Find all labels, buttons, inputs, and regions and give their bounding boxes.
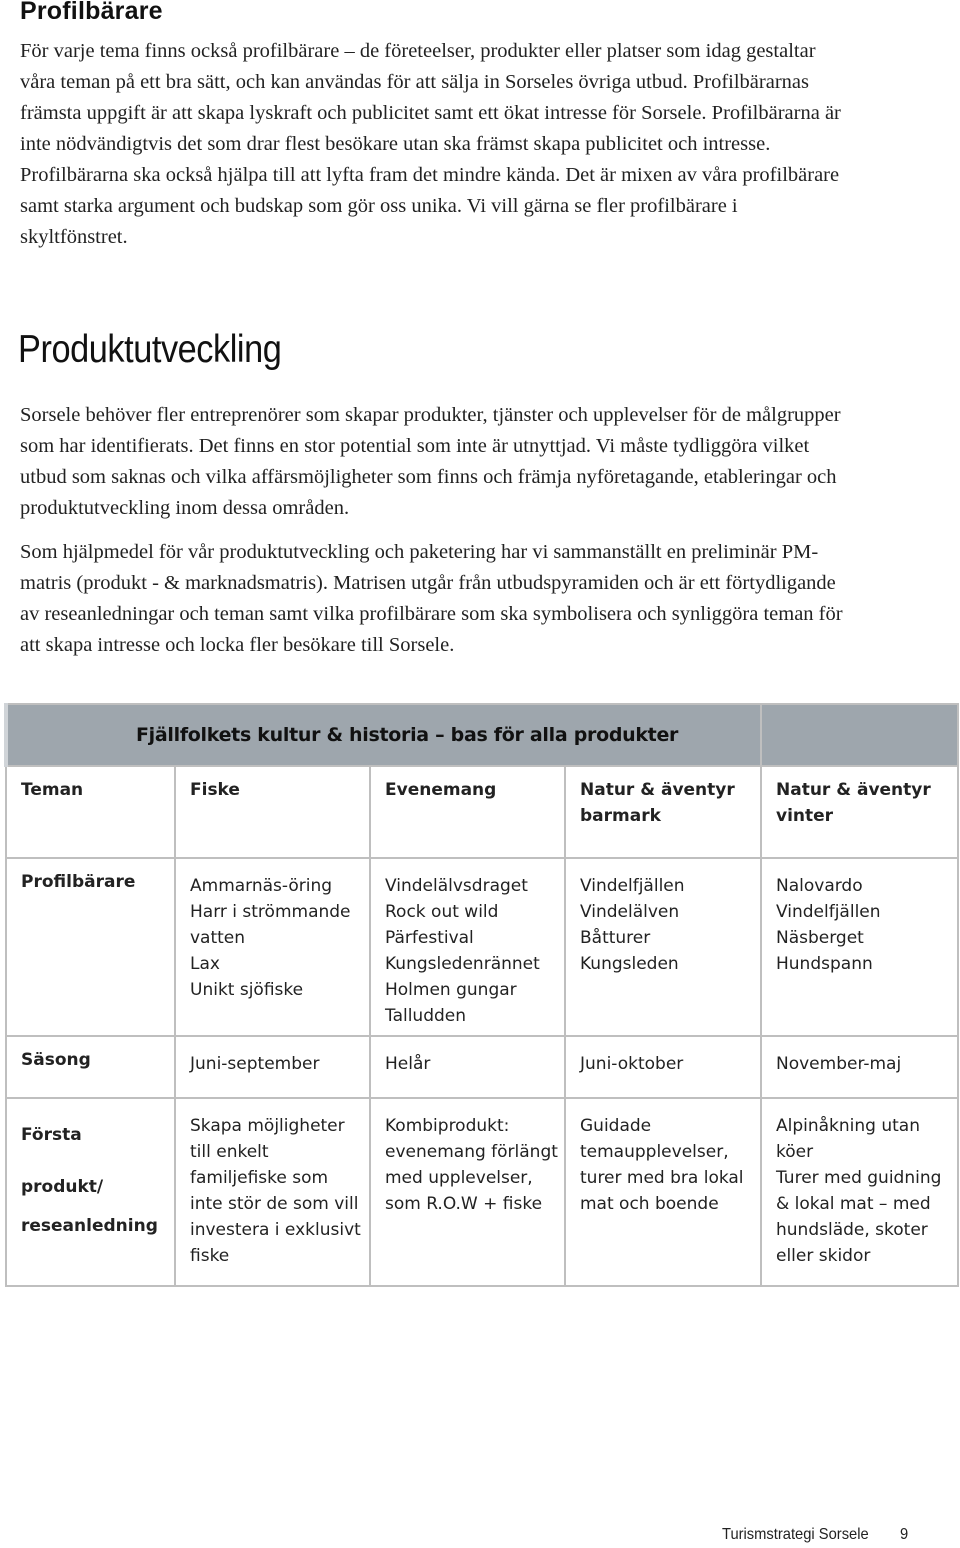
cell-line: köer xyxy=(776,1142,814,1162)
theme-header-line: Fiske xyxy=(190,780,240,800)
cell-forsta-produkt-fiske xyxy=(175,1098,370,1286)
cell-line: temaupplevelser, xyxy=(580,1142,729,1162)
produktutveckling-paragraph-1: Sorsele behöver fler entreprenörer som skapar produkter, tjänster och upplevelser för de målgrupper som har identifierats. Det finns en stor potential som inte är utnyttjad. Vi måste tydliggöra vilket utbud som saknas och vilka affärsmöjligheter som finns och främja nyföretagande, etableringar och produktutveckling inom dessa områden. xyxy=(20,404,841,519)
cell-line: Juni-september xyxy=(190,1054,320,1074)
row-label-line: reseanledning xyxy=(21,1216,158,1236)
section-title-produktutveckling: Produktutveckling xyxy=(18,328,282,371)
cell-profilbarare-natur-vinter xyxy=(761,858,958,1036)
cell-line: November-maj xyxy=(776,1054,902,1074)
cell-forsta-produkt-natur-vinter xyxy=(761,1098,958,1286)
cell-forsta-produkt-natur-barmark xyxy=(565,1098,761,1286)
cell-line: Turer med guidning xyxy=(776,1168,942,1188)
cell-line: Vindelfjällen xyxy=(776,902,881,922)
cell-line: Kombiprodukt: xyxy=(385,1116,510,1136)
pm-matrix-table xyxy=(4,703,959,1287)
cell-line: mat och boende xyxy=(580,1194,719,1214)
cell-line: Lax xyxy=(190,954,220,974)
cell-line: eller skidor xyxy=(776,1246,871,1266)
cell-line: turer med bra lokal xyxy=(580,1168,744,1188)
cell-line: Talludden xyxy=(385,1006,467,1026)
matrix-banner xyxy=(6,704,761,766)
cell-forsta-produkt-evenemang xyxy=(370,1098,565,1286)
matrix-header-label: Teman xyxy=(6,766,175,858)
matrix-row-sasong xyxy=(6,1036,958,1098)
matrix-banner-text: Fjällfolkets kultur & historia – bas för alla produkter xyxy=(136,724,679,746)
row-label-line: Säsong xyxy=(21,1050,91,1070)
row-label-line: Första produkt/ xyxy=(21,1125,104,1197)
cell-line: Rock out wild xyxy=(385,902,499,922)
matrix-row-forsta-produkt xyxy=(6,1098,958,1286)
cell-line: Vindelälvsdraget xyxy=(385,876,528,896)
matrix-banner-row xyxy=(6,704,958,766)
cell-line: vatten xyxy=(190,928,246,948)
cell-line: & lokal mat – med xyxy=(776,1194,931,1214)
cell-line: Guidade xyxy=(580,1116,652,1136)
cell-line: Näsberget xyxy=(776,928,864,948)
cell-line: till enkelt xyxy=(190,1142,269,1162)
cell-line: Pärfestival xyxy=(385,928,474,948)
cell-line: Holmen gungar xyxy=(385,980,517,1000)
matrix-banner-empty-cell xyxy=(761,704,958,766)
cell-line: fiske xyxy=(190,1246,230,1266)
cell-line: Vindelälven xyxy=(580,902,680,922)
cell-line: Ammarnäs-öring xyxy=(190,876,333,896)
theme-header-natur-barmark xyxy=(565,766,761,858)
section-title-profilbarare: Profilbärare xyxy=(20,0,163,25)
cell-line: evenemang förlängt xyxy=(385,1142,558,1162)
theme-header-line: Natur & äventyr xyxy=(580,780,735,800)
cell-line: inte stör de som vill xyxy=(190,1194,359,1214)
cell-line: Kungsledenrännet xyxy=(385,954,540,974)
cell-line: Harr i strömmande xyxy=(190,902,351,922)
cell-sasong-natur-vinter xyxy=(761,1036,958,1098)
produktutveckling-paragraph-2: Som hjälpmedel för vår produktutveckling och paketering har vi sammanställt en preliminär PM-matris (produkt - & marknadsmatris). Matrisen utgår från utbudspyramiden och är ett förtydligande av reseanledningar och teman samt vilka profilbärare som ska symbolisera och synliggöra teman för att skapa intresse och locka fler besökare till Sorsele. xyxy=(20,541,843,656)
cell-line: Unikt sjöfiske xyxy=(190,980,304,1000)
cell-line: Skapa möjligheter xyxy=(190,1116,345,1136)
cell-line: Kungsleden xyxy=(580,954,679,974)
page-footer xyxy=(722,1526,908,1544)
cell-line: Hundspann xyxy=(776,954,873,974)
cell-sasong-fiske xyxy=(175,1036,370,1098)
row-label-line: Profilbärare xyxy=(21,872,136,892)
cell-line: investera i exklusivt xyxy=(190,1220,361,1240)
cell-line: hundsläde, skoter xyxy=(776,1220,928,1240)
profilbarare-paragraph: För varje tema finns också profilbärare – de företeelser, produkter eller platser som idag gestaltar våra teman på ett bra sätt, och kan användas för att sälja in Sorseles övriga utbud. Profilbärarnas främsta uppgift är att skapa lyskraft och publicitet samt ett ökat intresse för Sorsele. Profilbärarna är inte nödvändigtvis det som drar flest besökare utan ska främst skapa publicitet och intresse. Profilbärarna ska också hjälpa till att lyfta fram det mindre kända. Det är mixen av våra profilbärare samt starka argument och budskap som gör oss unika. Vi vill gärna se fler profilbärare i skyltfönstret. xyxy=(20,40,841,248)
cell-profilbarare-fiske xyxy=(175,858,370,1036)
cell-line: Nalovardo xyxy=(776,876,863,896)
cell-line: Vindelfjällen xyxy=(580,876,685,896)
theme-header-line: Evenemang xyxy=(385,780,497,800)
row-label-forsta-produkt xyxy=(6,1098,175,1286)
theme-header-fiske xyxy=(175,766,370,858)
cell-line: Helår xyxy=(385,1054,431,1074)
footer-document-title: Turismstrategi Sorsele xyxy=(722,1526,869,1543)
cell-line: som R.O.W + fiske xyxy=(385,1194,543,1214)
page-number: 9 xyxy=(899,1526,909,1543)
cell-line: familjefiske som xyxy=(190,1168,329,1188)
theme-header-line: barmark xyxy=(580,806,661,826)
cell-profilbarare-natur-barmark xyxy=(565,858,761,1036)
cell-sasong-evenemang xyxy=(370,1036,565,1098)
theme-header-line: Natur & äventyr xyxy=(776,780,931,800)
cell-line: Juni-oktober xyxy=(580,1054,684,1074)
row-label-profilbarare xyxy=(6,858,175,1036)
cell-profilbarare-evenemang xyxy=(370,858,565,1036)
cell-line: Alpinåkning utan xyxy=(776,1116,921,1136)
theme-header-line: vinter xyxy=(776,806,834,826)
theme-header-evenemang xyxy=(370,766,565,858)
cell-line: Båtturer xyxy=(580,928,651,948)
cell-line: med upplevelser, xyxy=(385,1168,533,1188)
row-label-sasong xyxy=(6,1036,175,1098)
cell-sasong-natur-barmark xyxy=(565,1036,761,1098)
theme-header-natur-vinter xyxy=(761,766,958,858)
matrix-row-profilbarare xyxy=(6,858,958,1036)
matrix-header-row xyxy=(6,766,958,858)
